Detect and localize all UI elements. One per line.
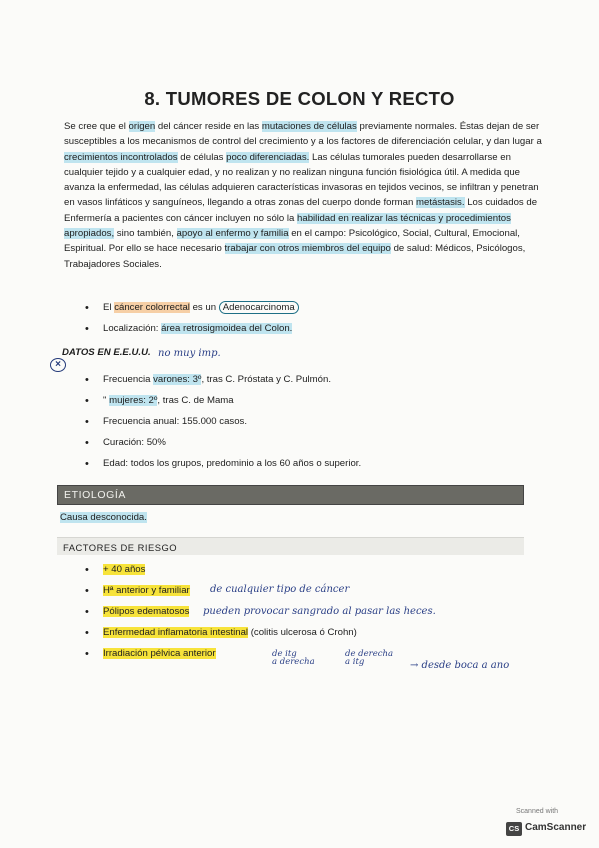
text: Localización: bbox=[103, 323, 162, 334]
highlight: mujeres: 2º bbox=[109, 395, 158, 406]
text: Las células tumorales pueden desarrollarse en cualquier tejido y a cualquier edad, y no realizan y no realizan ninguna función fisiológica útil. A medida que avanza la enfermedad, las células adquieren características invasoras en tejidos vecinos, se infiltran y penetran en vasos linfáticos y sanguíneos, llegando a otras zonas del cuerpo donde forman bbox=[64, 151, 539, 209]
circled-x-mark: × bbox=[50, 358, 66, 372]
handwritten-note bbox=[345, 650, 393, 666]
list-item: • Edad: todos los grupos, predominio a los 60 años o superior. bbox=[71, 457, 361, 478]
camscanner-watermark bbox=[500, 808, 595, 842]
highlight: trabajar con otros miembros del equipo bbox=[224, 243, 391, 255]
handwritten-note: pueden provocar sangrado al pasar las heces. bbox=[203, 606, 436, 617]
datos-list bbox=[71, 373, 361, 478]
note-line: de itg bbox=[272, 649, 297, 659]
causa-text bbox=[60, 512, 147, 523]
note-line: a derecha bbox=[272, 657, 315, 667]
camscanner-logo-icon: CS bbox=[506, 822, 522, 836]
highlight: metástasis. bbox=[416, 197, 465, 209]
highlight: habilidad en realizar las técnicas y procedimientos apropiados, bbox=[64, 212, 511, 240]
list-item bbox=[71, 373, 361, 394]
section-heading: ETIOLOGÍA bbox=[64, 489, 126, 501]
text: de células bbox=[177, 151, 227, 163]
highlight: poco diferenciadas. bbox=[226, 151, 310, 163]
list-item bbox=[71, 301, 299, 322]
section-bar-etiologia bbox=[57, 485, 524, 505]
handwritten-note: → desde boca a ano bbox=[410, 660, 510, 671]
highlight: + 40 años bbox=[103, 564, 146, 575]
datos-heading: DATOS EN E.E.U.U. bbox=[62, 347, 151, 358]
highlight: crecimientos incontrolados bbox=[64, 151, 178, 163]
list-item: • Curación: 50% bbox=[71, 436, 361, 457]
text: previamente normales. Éstas dejan de ser susceptibles a los mecanismos de control del crecimiento y a los factores de diferenciación celular, y dan lugar a bbox=[64, 121, 542, 148]
text: Se cree que el bbox=[64, 121, 129, 132]
highlight: Hª anterior y familiar bbox=[103, 585, 190, 596]
list-item bbox=[71, 322, 299, 343]
list-item bbox=[71, 394, 361, 415]
highlight: apoyo al enfermo y familia bbox=[176, 228, 289, 240]
highlight: Causa desconocida. bbox=[60, 512, 147, 523]
list-item: • Frecuencia anual: 155.000 casos. bbox=[71, 415, 361, 436]
list-item bbox=[71, 626, 357, 647]
highlight: Irradiación pélvica anterior bbox=[103, 648, 216, 659]
highlight: Enfermedad inflamatoria intestinal bbox=[103, 627, 249, 638]
text: " bbox=[103, 395, 110, 406]
text: , tras C. de Mama bbox=[157, 395, 234, 406]
highlight: origen bbox=[128, 121, 156, 132]
text: del cáncer reside en las bbox=[155, 121, 262, 132]
note-line: a itg bbox=[345, 657, 365, 667]
highlight: varones: 3º bbox=[153, 374, 202, 385]
text: es un bbox=[189, 302, 219, 313]
highlight: mutaciones de células bbox=[261, 121, 357, 132]
section-bar-riesgo bbox=[57, 537, 524, 555]
text: , tras C. Próstata y C. Pulmón. bbox=[201, 374, 331, 385]
highlight: área retrosigmoidea del Colon. bbox=[161, 323, 293, 334]
summary-list bbox=[71, 301, 299, 343]
handwritten-note bbox=[272, 650, 315, 666]
note-line: de derecha bbox=[345, 649, 394, 659]
text: de salud: Médicos, Psicólogos, Trabajadores Sociales. bbox=[64, 243, 526, 270]
highlight: Pólipos edematosos bbox=[103, 606, 190, 617]
circled-term: Adenocarcinoma bbox=[219, 301, 299, 314]
highlight: cáncer colorrectal bbox=[114, 302, 190, 313]
text: (colitis ulcerosa ó Crohn) bbox=[248, 627, 357, 638]
watermark-caption: Scanned with bbox=[516, 808, 559, 815]
text: Los cuidados de Enfermería a pacientes con cáncer incluyen no sólo la bbox=[64, 197, 538, 224]
watermark-brand: CamScanner bbox=[525, 822, 587, 833]
section-heading: FACTORES DE RIESGO bbox=[63, 542, 178, 553]
text: en el campo: Psicológico, Social, Cultural, Emocional, Espiritual. Por ello se hace necesario bbox=[64, 228, 520, 255]
text: Frecuencia bbox=[103, 374, 154, 385]
list-item bbox=[71, 563, 357, 584]
intro-paragraph bbox=[64, 119, 542, 272]
handwritten-note: de cualquier tipo de cáncer bbox=[210, 584, 350, 595]
text: El bbox=[103, 302, 115, 313]
text: sino también, bbox=[114, 228, 177, 240]
handwritten-note: no muy imp. bbox=[158, 348, 221, 359]
page-title: 8. TUMORES DE COLON Y RECTO bbox=[144, 88, 455, 109]
